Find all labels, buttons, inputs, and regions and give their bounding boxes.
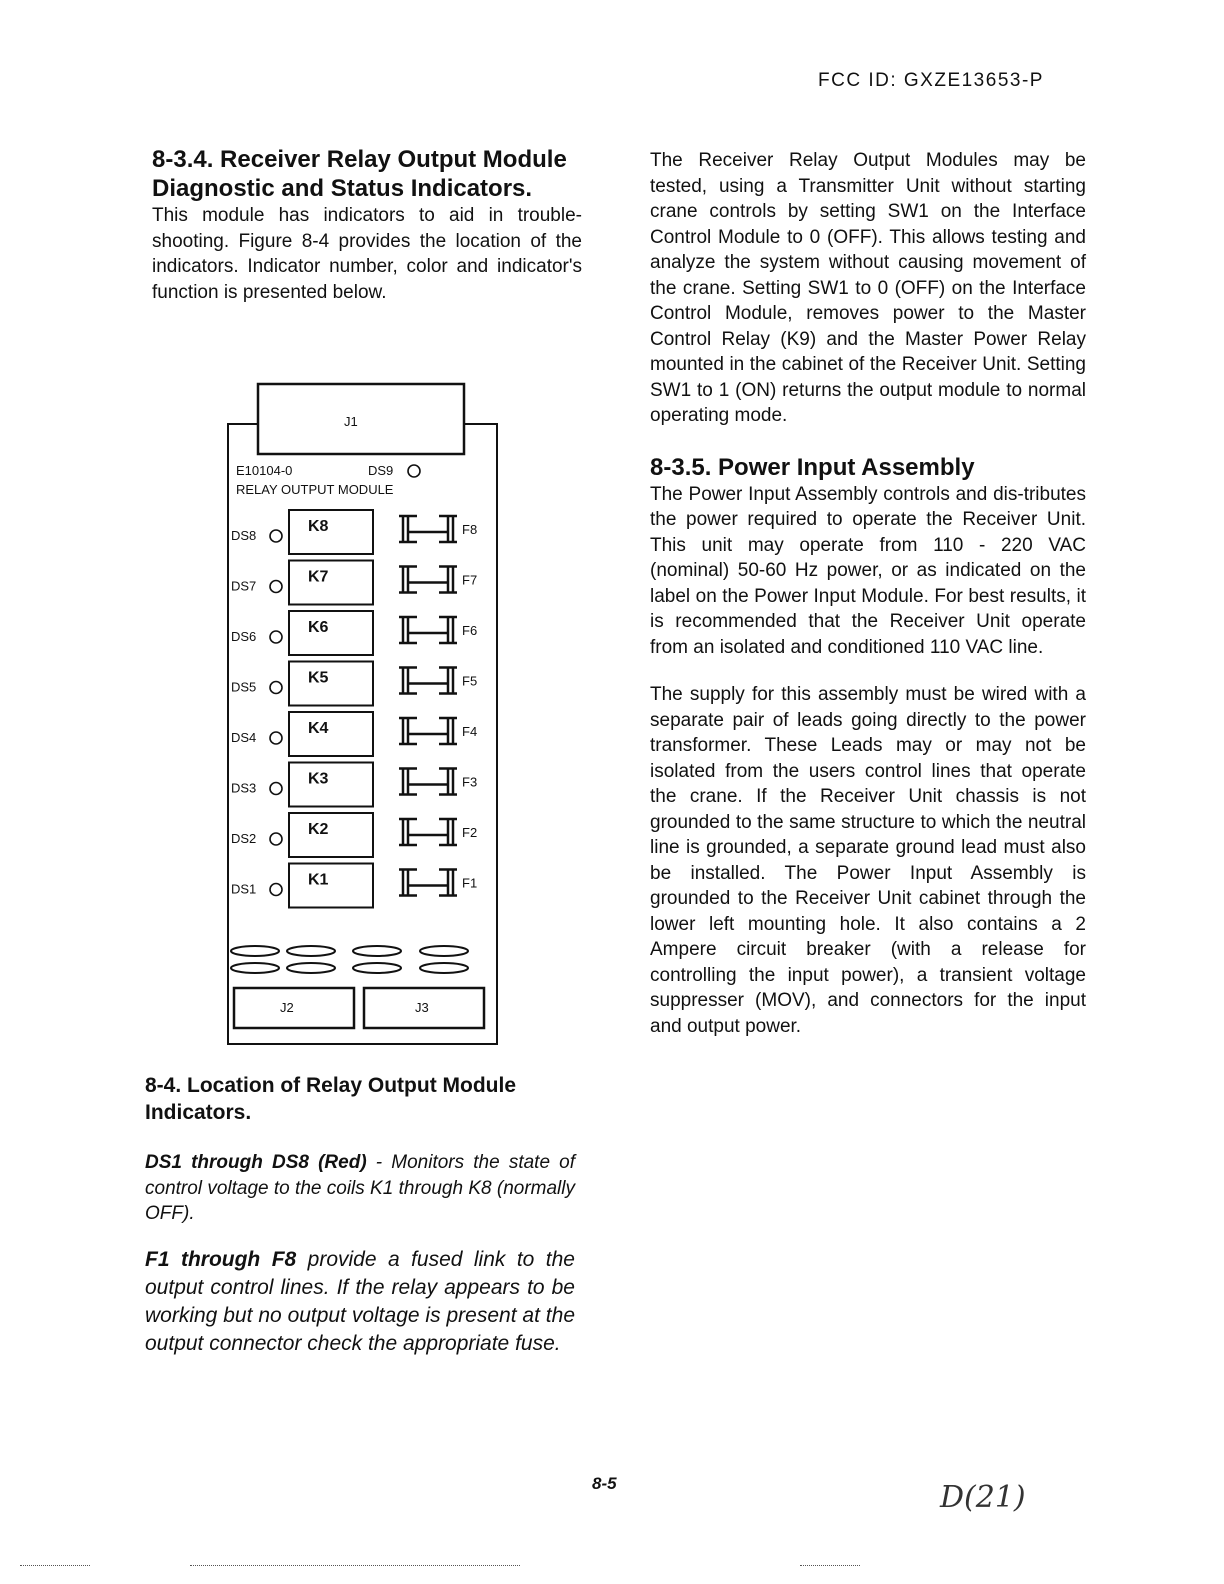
ds-label: DS7: [231, 578, 257, 594]
ds-led: [270, 884, 282, 896]
fuse-holder: [399, 769, 457, 795]
fuse-holder: [399, 567, 457, 593]
fuse-note: [145, 1246, 575, 1358]
scan-artifact-line: [190, 1565, 520, 1566]
left-column: [152, 145, 582, 305]
fcc-id: FCC ID: GXZE13653-P: [818, 70, 1044, 91]
indicator-row: [231, 813, 477, 857]
ds-note-text: - Monitors the state of control voltage to the coils K1 through K8 (normally OFF).: [145, 1152, 575, 1224]
ds-label: DS4: [231, 730, 257, 745]
relay-label: K8: [308, 518, 329, 535]
relay-box: [289, 561, 373, 605]
j2-connector: [234, 988, 354, 1028]
ds-note-lead: DS1 through DS8 (Red): [145, 1152, 367, 1173]
relay-box: [289, 763, 373, 807]
fuse-label: F7: [462, 572, 478, 588]
relay-label: K4: [308, 720, 329, 737]
relay-box: [289, 712, 373, 756]
relay-box: [289, 662, 373, 706]
page-number: 8-5: [592, 1474, 617, 1493]
ds-label: DS8: [231, 528, 257, 543]
fuse-label: F2: [462, 825, 478, 840]
ds-led: [270, 833, 282, 845]
section-8-3-4-body: This module has indicators to aid in trouble-shooting. Figure 8-4 provides the location of the indicators. Indicator number, color and indicator's function is presented below.: [152, 205, 582, 303]
j1-connector: [258, 384, 464, 454]
handwritten-mark: D(21): [940, 1480, 1026, 1515]
ds-led: [270, 732, 282, 744]
ds-label: DS3: [231, 780, 257, 796]
ds-led: [270, 581, 282, 593]
connector-ovals: [231, 946, 468, 973]
relay-box: [289, 510, 373, 554]
fuse-holder: [399, 516, 457, 542]
fuse-label: F5: [462, 673, 478, 689]
scan-artifact-line: [20, 1565, 90, 1566]
ds9-label: DS9: [368, 463, 394, 478]
fuse-note-lead: F1 through F8: [145, 1248, 297, 1271]
fuse-holder: [399, 819, 457, 845]
ds-indicators-note: [145, 1150, 575, 1227]
testing-paragraph: The Receiver Relay Output Modules may be tested, using a Transmitter Unit without starting crane controls by setting SW1 on the Interface Control Module to 0 (OFF). This allows testing and analyze the system without causing movement of the crane. Setting SW1 to 0 (OFF) on the Interface Control Module, removes power to the Master Control Relay (K9) and the Master Power Relay mounted in the cabinet of the Receiver Unit. Setting SW1 to 1 (ON) returns the output module to normal operating mode.: [650, 150, 1086, 426]
fuse-label: F8: [462, 522, 478, 537]
relay-label: K2: [308, 821, 329, 838]
scan-artifact-line: [800, 1565, 860, 1566]
fuse-label: F4: [462, 724, 478, 739]
ds-led: [270, 530, 282, 542]
indicator-row: [231, 712, 477, 756]
fuse-holder: [399, 718, 457, 744]
relay-output-module-diagram: [222, 380, 512, 1052]
indicator-row: [231, 662, 477, 706]
module-label: RELAY OUTPUT MODULE: [236, 482, 394, 497]
ds-led: [270, 783, 282, 795]
ds-led: [270, 631, 282, 643]
figure-caption: 8-4. Location of Relay Output Module Indicators.: [145, 1074, 517, 1124]
relay-label: K6: [308, 619, 329, 636]
part-number: E10104-0: [236, 463, 293, 478]
indicator-row: [231, 510, 477, 554]
fuse-holder: [399, 668, 457, 694]
indicator-row: [231, 561, 477, 605]
ds-label: DS6: [231, 629, 257, 644]
j1-label: J1: [344, 414, 358, 429]
j3-label: J3: [415, 1000, 429, 1015]
section-8-3-4-title: 8-3.4. Receiver Relay Output Module Diagnostic and Status Indicators.: [152, 146, 567, 202]
fuse-holder: [399, 870, 457, 896]
ds-led: [270, 682, 282, 694]
section-8-3-5-title: 8-3.5. Power Input Assembly: [650, 453, 975, 481]
relay-box: [289, 813, 373, 857]
relay-box: [289, 611, 373, 655]
fuse-holder: [399, 617, 457, 643]
fuse-label: F3: [462, 774, 478, 790]
indicator-row: [231, 864, 477, 908]
fuse-label: F6: [462, 623, 478, 638]
ds-label: DS2: [231, 831, 257, 846]
relay-label: K3: [308, 770, 329, 788]
indicator-row: [231, 763, 477, 807]
j2-label: J2: [280, 1000, 294, 1015]
relay-label: K7: [308, 568, 329, 586]
supply-wiring-paragraph: The supply for this assembly must be wired with a separate pair of leads going directly to the power transformer. These Leads may or may not be isolated from the users control lines that operate the crane. If the Receiver Unit chassis is not grounded to the same structure to which the neutral line is grounded, a separate ground lead must also be installed. The Power Input Assembly is grounded to the Receiver Unit cabinet through the lower left mounting hole. It also contains a 2 Ampere circuit breaker (with a release for controlling the input power), a transient voltage suppresser (MOV), and connectors for the input and output power.: [650, 684, 1086, 1037]
relay-label: K5: [308, 669, 329, 687]
relay-box: [289, 864, 373, 908]
right-column: [650, 148, 1086, 1039]
relay-label: K1: [308, 871, 329, 889]
ds-label: DS1: [231, 881, 257, 897]
power-input-paragraph: The Power Input Assembly controls and dis-tributes the power required to operate the Receiver Unit. This unit may operate from 110 - 220 VAC (nominal) 50-60 Hz power, or as indicated on the label on the Power Input Module. For best results, it is recommended that the Receiver Unit operate from an isolated and conditioned 110 VAC line.: [650, 483, 1086, 658]
indicator-row: [231, 611, 477, 655]
fuse-label: F1: [462, 875, 478, 891]
ds-label: DS5: [231, 679, 257, 695]
fuse-note-text: provide a fused link to the output control lines. If the relay appears to be working but no output voltage is present at the output connector check the appropriate fuse.: [145, 1248, 575, 1355]
ds9-led: [408, 465, 420, 477]
